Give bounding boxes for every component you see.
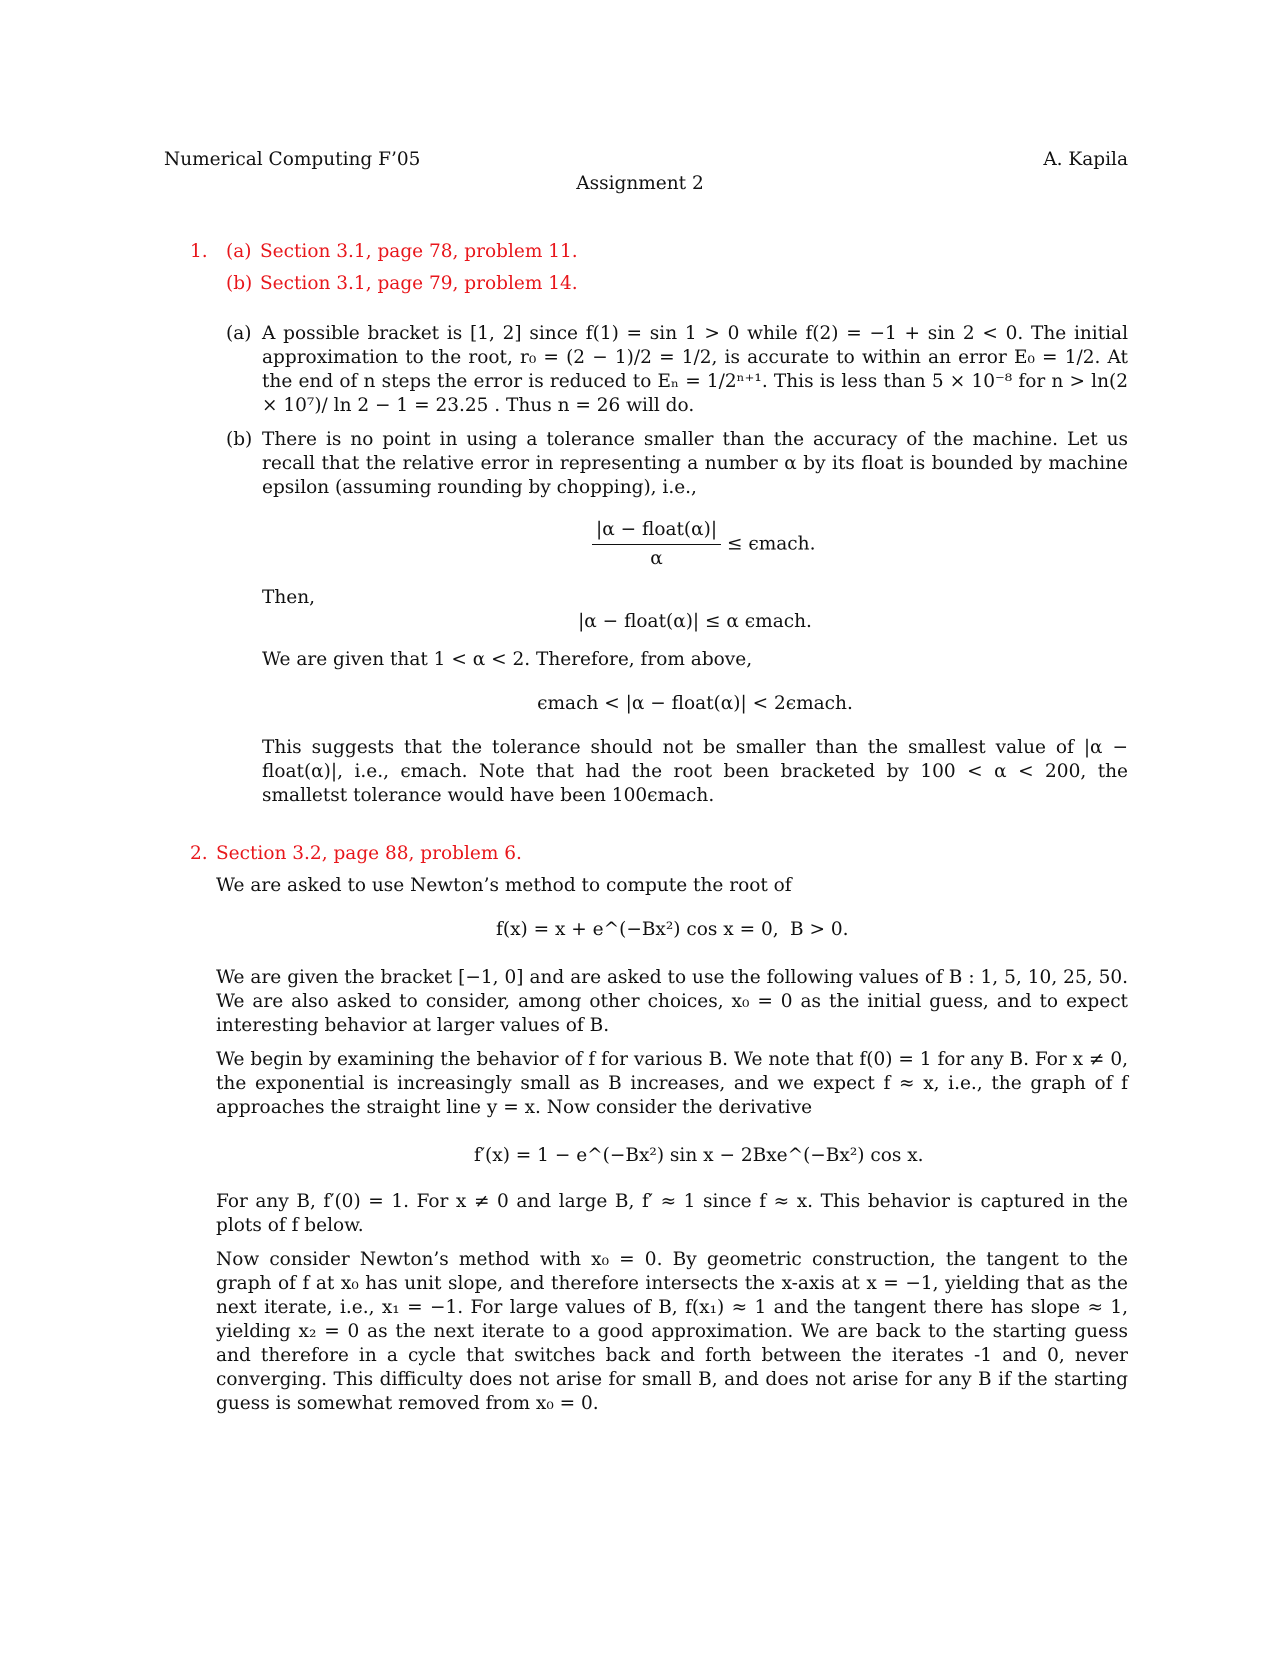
problem-1b-label: (b) [226,273,253,294]
answer-b-label: (b) [226,429,253,450]
author-name: A. Kapila [1043,149,1128,170]
equation-fprime: f′(x) = 1 − e^(−Bx²) sin x − 2Bxe^(−Bx²) cos x. [474,1145,924,1166]
given-text: We are given that 1 < α < 2. Therefore, from above, [262,649,753,670]
problem-2-number: 2. [190,843,208,864]
answer-a-label: (a) [226,323,252,344]
problem-1a-link[interactable]: Section 3.1, page 78, problem 11. [260,241,578,262]
problem-1-number: 1. [190,241,208,262]
equation-relative-error [592,518,815,571]
equation-denominator: α [650,548,663,569]
problem-2-link[interactable]: Section 3.2, page 88, problem 6. [216,843,522,864]
equation-numerator: |α − float(α)| [592,518,721,545]
problem-1b-link[interactable]: Section 3.1, page 79, problem 14. [260,273,578,294]
equation-f: f(x) = x + e^(−Bx²) cos x = 0, [496,919,779,940]
answer-a-text: A possible bracket is [1, 2] since f(1) = sin 1 > 0 while f(2) = −1 + sin 2 < 0. The initial approximation to the root, r₀ = (2 − 1)/2 = 1/2, is accurate to within an error E₀ = 1/2. At the end of n steps the error is reduced to Eₙ = 1/2ⁿ⁺¹. This is less than 5 × 10⁻⁸ for n > ln(2 × 10⁷)/ ln 2 − 1 = 23.25 . Thus n = 26 will do. [262,323,1128,416]
equation-f-condition: B > 0. [790,919,849,940]
equation-bounds: ϵmach < |α − float(α)| < 2ϵmach. [537,693,853,714]
assignment-title: Assignment 2 [576,173,704,194]
course-title: Numerical Computing F’05 [164,149,421,170]
paragraph-derivative: For any B, f′(0) = 1. For x ≠ 0 and large B, f′ ≈ 1 since f ≈ x. This behavior is captured in the plots of f below. [216,1191,1128,1236]
paragraph-behavior: We begin by examining the behavior of f for various B. We note that f(0) = 1 for any B. For x ≠ 0, the exponential is increasingly small as B increases, and we expect f ≈ x, i.e., the graph of f approaches the straight line y = x. Now consider the derivative [216,1049,1128,1118]
equation-rhs: ≤ ϵmach. [726,533,816,555]
conclusion-text: This suggests that the tolerance should not be smaller than the smallest value of |α − float(α)|, i.e., ϵmach. Note that had the root been bracketed by 100 < α < 200, the smalletst tolerance would have been 100ϵmach. [262,737,1128,806]
problem-2-intro: We are asked to use Newton’s method to compute the root of [216,875,792,896]
equation-absolute-error: |α − float(α)| ≤ α ϵmach. [578,611,812,632]
answer-b-text: There is no point in using a tolerance smaller than the accuracy of the machine. Let us recall that the relative error in representing a number α by its float is bounded by machine epsilon (assuming rounding by chopping), i.e., [262,429,1128,498]
then-text: Then, [262,587,315,608]
paragraph-newton: Now consider Newton’s method with x₀ = 0. By geometric construction, the tangent to the graph of f at x₀ has unit slope, and therefore intersects the x-axis at x = −1, yielding that as the next iterate, i.e., x₁ = −1. For large values of B, f(x₁) ≈ 1 and the tangent there has slope ≈ 1, yielding x₂ = 0 as the next iterate to a good approximation. We are back to the starting guess and therefore in a cycle that switches back and forth between the iterates -1 and 0, never converging. This difficulty does not arise for small B, and does not arise for any B if the starting guess is somewhat removed from x₀ = 0. [216,1249,1128,1414]
paragraph-bracket: We are given the bracket [−1, 0] and are asked to use the following values of B : 1, 5, 10, 25, 50. We are also asked to consider, among other choices, x₀ = 0 as the initial guess, and to expect interesting behavior at larger values of B. [216,967,1128,1036]
problem-1a-label: (a) [226,241,252,262]
